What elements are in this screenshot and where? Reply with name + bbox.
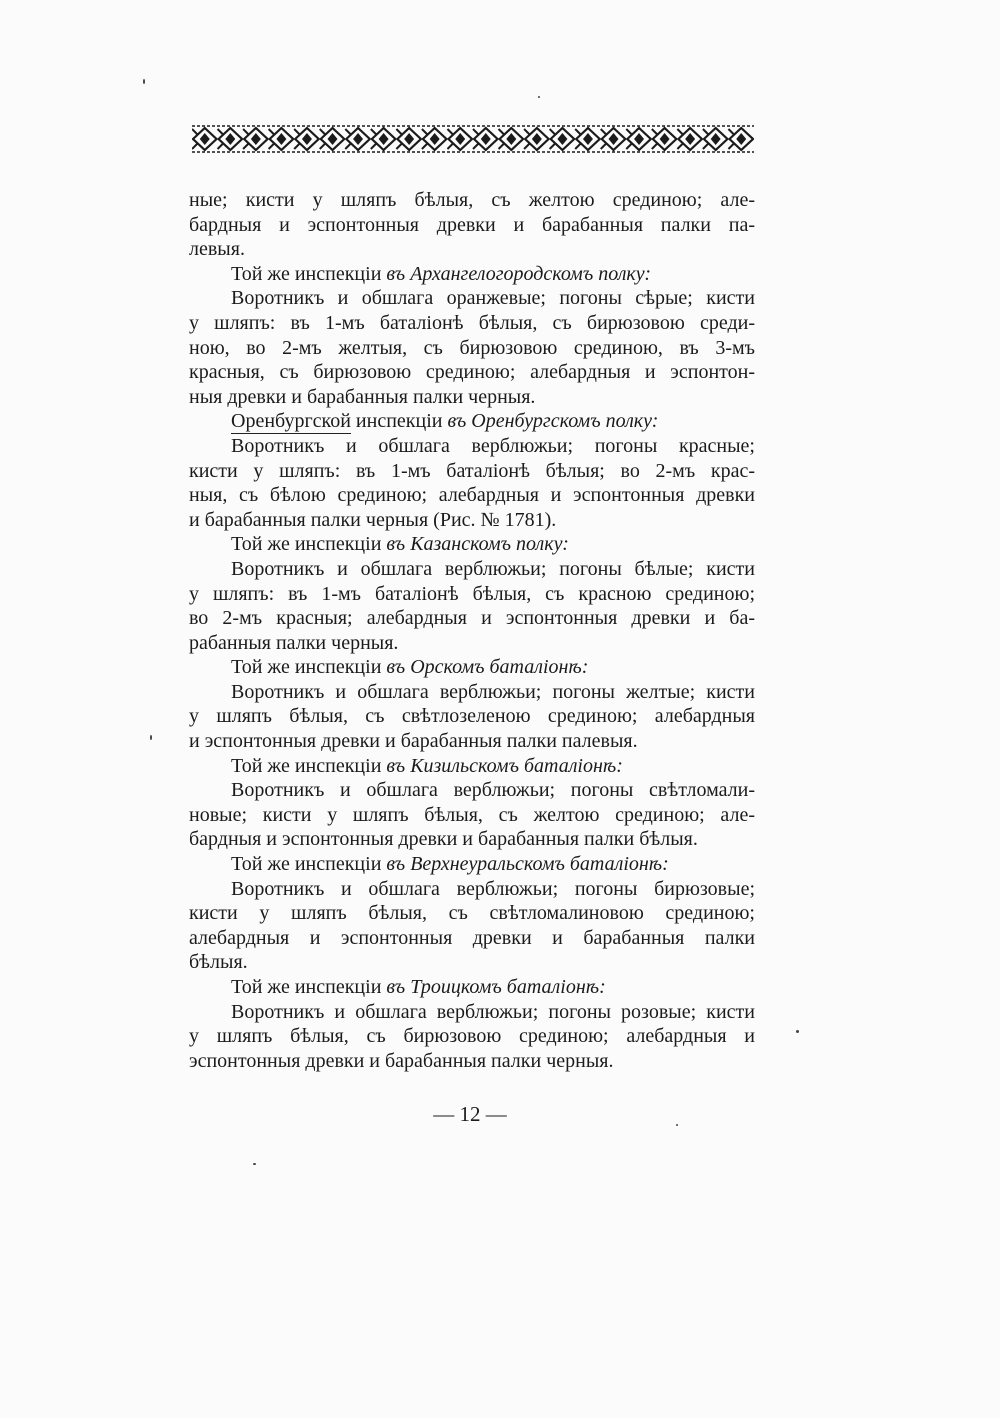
ornament-motif <box>524 128 549 150</box>
text-line: у шляпъ бѣлыя, съ свѣтлозеленою срединою; алебардныя <box>189 705 755 728</box>
ornament-motif <box>396 128 421 150</box>
text-line: во 2-мъ красныя; алебардныя и эспонтонныя древки и ба- <box>189 607 755 630</box>
text-line: у шляпъ: въ 1-мъ баталіонѣ бѣлыя, съ бирюзовою среди- <box>189 311 755 334</box>
heading-unit-name: въ Кизильскомъ баталіонѣ: <box>386 754 623 777</box>
ornament-motif <box>218 128 243 150</box>
text-line: ныя древки и барабанныя палки черныя. <box>189 385 536 408</box>
dust-speck <box>143 79 145 84</box>
ornament-motif <box>575 128 600 150</box>
text-line: кисти у шляпъ бѣлыя, съ свѣтломалиновою срединою; <box>189 902 755 925</box>
text-line: ною, во 2-мъ желтыя, съ бирюзовою срединою, въ 3-мъ <box>189 336 755 359</box>
page-body-text <box>189 188 755 1073</box>
ornament-motif <box>626 128 651 150</box>
ornament-motif <box>320 128 345 150</box>
text-line: бѣлыя. <box>189 951 248 974</box>
ornamental-border-icon <box>192 124 754 154</box>
section-heading <box>189 975 755 1000</box>
heading-unit-name: въ Троицкомъ баталіонѣ: <box>386 976 606 998</box>
text-line: ныя, съ бѣлою срединою; алебардныя и эспонтонныя древки <box>189 484 755 507</box>
heading-unit-name: въ Оренбургскомъ полку: <box>447 410 659 433</box>
text-line: ные; кисти у шляпъ бѣлыя, съ желтою срединою; але- <box>189 189 755 211</box>
section-heading <box>189 852 755 877</box>
ornament-motif <box>728 128 753 150</box>
heading-unit-name: въ Казанскомъ полку: <box>386 533 569 556</box>
text-line: алебардныя и эспонтонныя древки и барабанныя палки <box>189 926 755 949</box>
heading-underlined-word: Оренбургской <box>231 410 351 433</box>
text-line: Воротникъ и обшлага верблюжьи; погоны бѣлые; кисти <box>231 557 755 580</box>
text-line: Воротникъ и обшлага верблюжьи; погоны бирюзовые; <box>231 877 755 900</box>
ornament-motif <box>703 128 728 150</box>
ornament-motif <box>371 128 396 150</box>
ornament-motif <box>601 128 626 150</box>
ornament-motif <box>499 128 524 150</box>
heading-unit-name: въ Орскомъ баталіонѣ: <box>386 656 589 679</box>
dust-speck <box>796 1030 799 1033</box>
text-line: эспонтонныя древки и барабанныя палки черныя. <box>189 1049 614 1072</box>
ornament-motif <box>243 128 268 150</box>
heading-lead: Той же инспекціи <box>231 976 382 998</box>
section-heading <box>189 655 755 680</box>
text-line: у шляпъ бѣлыя, съ бирюзовою срединою; алебардныя и <box>189 1025 755 1048</box>
dust-speck <box>538 96 540 98</box>
ornament-motif <box>192 128 217 150</box>
dust-speck <box>676 1124 678 1126</box>
heading-lead: Той же инспекціи <box>231 853 382 876</box>
text-line: Воротникъ и обшлага верблюжьи; погоны розовые; кисти <box>231 1000 755 1023</box>
heading-unit-name: въ Архангелогородскомъ полку: <box>386 262 652 285</box>
ornament-motif <box>550 128 575 150</box>
text-line: Воротникъ и обшлага верблюжьи; погоны свѣтломали- <box>231 779 755 802</box>
ornament-motif <box>294 128 319 150</box>
ornament-motif <box>677 128 702 150</box>
text-line: Воротникъ и обшлага верблюжьи; погоны желтые; кисти <box>231 680 755 703</box>
text-line: новые; кисти у шляпъ бѣлыя, съ желтою срединою; але- <box>189 803 755 826</box>
ornament-motif <box>345 128 370 150</box>
text-line: рабанныя палки черныя. <box>189 631 399 654</box>
text-line: бардныя и эспонтонныя древки и барабанныя палки па- <box>189 213 755 236</box>
text-line: левыя. <box>189 238 245 261</box>
text-line: бардныя и эспонтонныя древки и барабанныя палки бѣлыя. <box>189 828 698 851</box>
text-line: Воротникъ и обшлага верблюжьи; погоны красные; <box>231 434 755 457</box>
heading-lead: Той же инспекціи <box>231 533 382 556</box>
text-line: и барабанныя палки черныя (Рис. № 1781). <box>189 508 557 531</box>
section-heading <box>189 262 755 287</box>
ornament-motif <box>269 128 294 150</box>
heading-lead: Той же инспекціи <box>231 262 382 285</box>
dust-speck <box>150 735 152 740</box>
section-heading <box>189 532 755 557</box>
text-line: и эспонтонныя древки и барабанныя палки палевыя. <box>189 730 638 753</box>
section-heading <box>189 754 755 779</box>
ornament-motif <box>652 128 677 150</box>
text-line: кисти у шляпъ: въ 1-мъ баталіонѣ бѣлыя; во 2-мъ крас- <box>189 459 755 482</box>
heading-lead: инспекціи <box>355 410 443 433</box>
dust-speck <box>253 1163 256 1165</box>
heading-unit-name: въ Верхнеуральскомъ баталіонѣ: <box>386 853 669 876</box>
heading-lead: Той же инспекціи <box>231 656 382 679</box>
text-line: у шляпъ: въ 1-мъ баталіонѣ бѣлыя, съ красною срединою; <box>189 582 755 605</box>
section-heading <box>189 409 755 434</box>
page-number: — 12 — <box>433 1102 507 1126</box>
ornament-motif <box>473 128 498 150</box>
ornament-motif <box>422 128 447 150</box>
heading-lead: Той же инспекціи <box>231 754 382 777</box>
ornament-motif <box>447 128 472 150</box>
text-line: Воротникъ и обшлага оранжевые; погоны сѣрые; кисти <box>231 287 755 310</box>
text-line: красныя, съ бирюзовою срединою; алебардныя и эспонтон- <box>189 361 755 384</box>
